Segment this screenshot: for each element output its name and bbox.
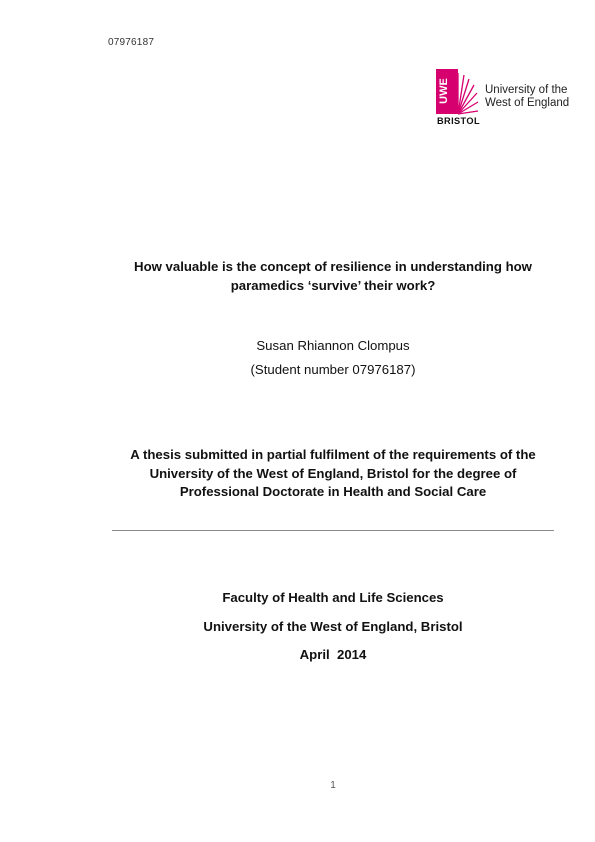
thesis-title — [108, 258, 558, 295]
uwe-logo-name — [485, 84, 569, 110]
horizontal-divider — [112, 530, 554, 531]
page-number: 1 — [330, 780, 336, 791]
uwe-logo — [436, 69, 576, 125]
thesis-statement-line2: University of the West of England, Bristol for the degree of — [149, 465, 517, 481]
thesis-title-line2: paramedics ‘survive’ their work? — [230, 277, 436, 293]
student-number: (Student number 07976187) — [250, 362, 416, 377]
uwe-logo-name-line1: University of the — [485, 84, 568, 96]
thesis-title-line1: How valuable is the concept of resilience in understanding how — [134, 259, 532, 274]
thesis-statement-line3: Professional Doctorate in Health and Social Care — [179, 484, 487, 499]
header-student-id: 07976187 — [108, 37, 155, 48]
uwe-logo-name-line2: West of England — [485, 97, 570, 109]
uwe-logo-city: BRISTOL — [437, 116, 480, 125]
thesis-statement — [108, 446, 558, 502]
uwe-logo-mark-text: UWE — [438, 78, 450, 104]
uwe-logo-mark — [436, 69, 480, 125]
author-name: Susan Rhiannon Clompus — [256, 338, 410, 353]
thesis-statement-line1: A thesis submitted in partial fulfilment of the requirements of the — [130, 447, 536, 462]
submission-date: April 2014 — [299, 647, 367, 662]
university-name: University of the West of England, Bristol — [203, 619, 463, 634]
faculty-name: Faculty of Health and Life Sciences — [222, 590, 444, 605]
